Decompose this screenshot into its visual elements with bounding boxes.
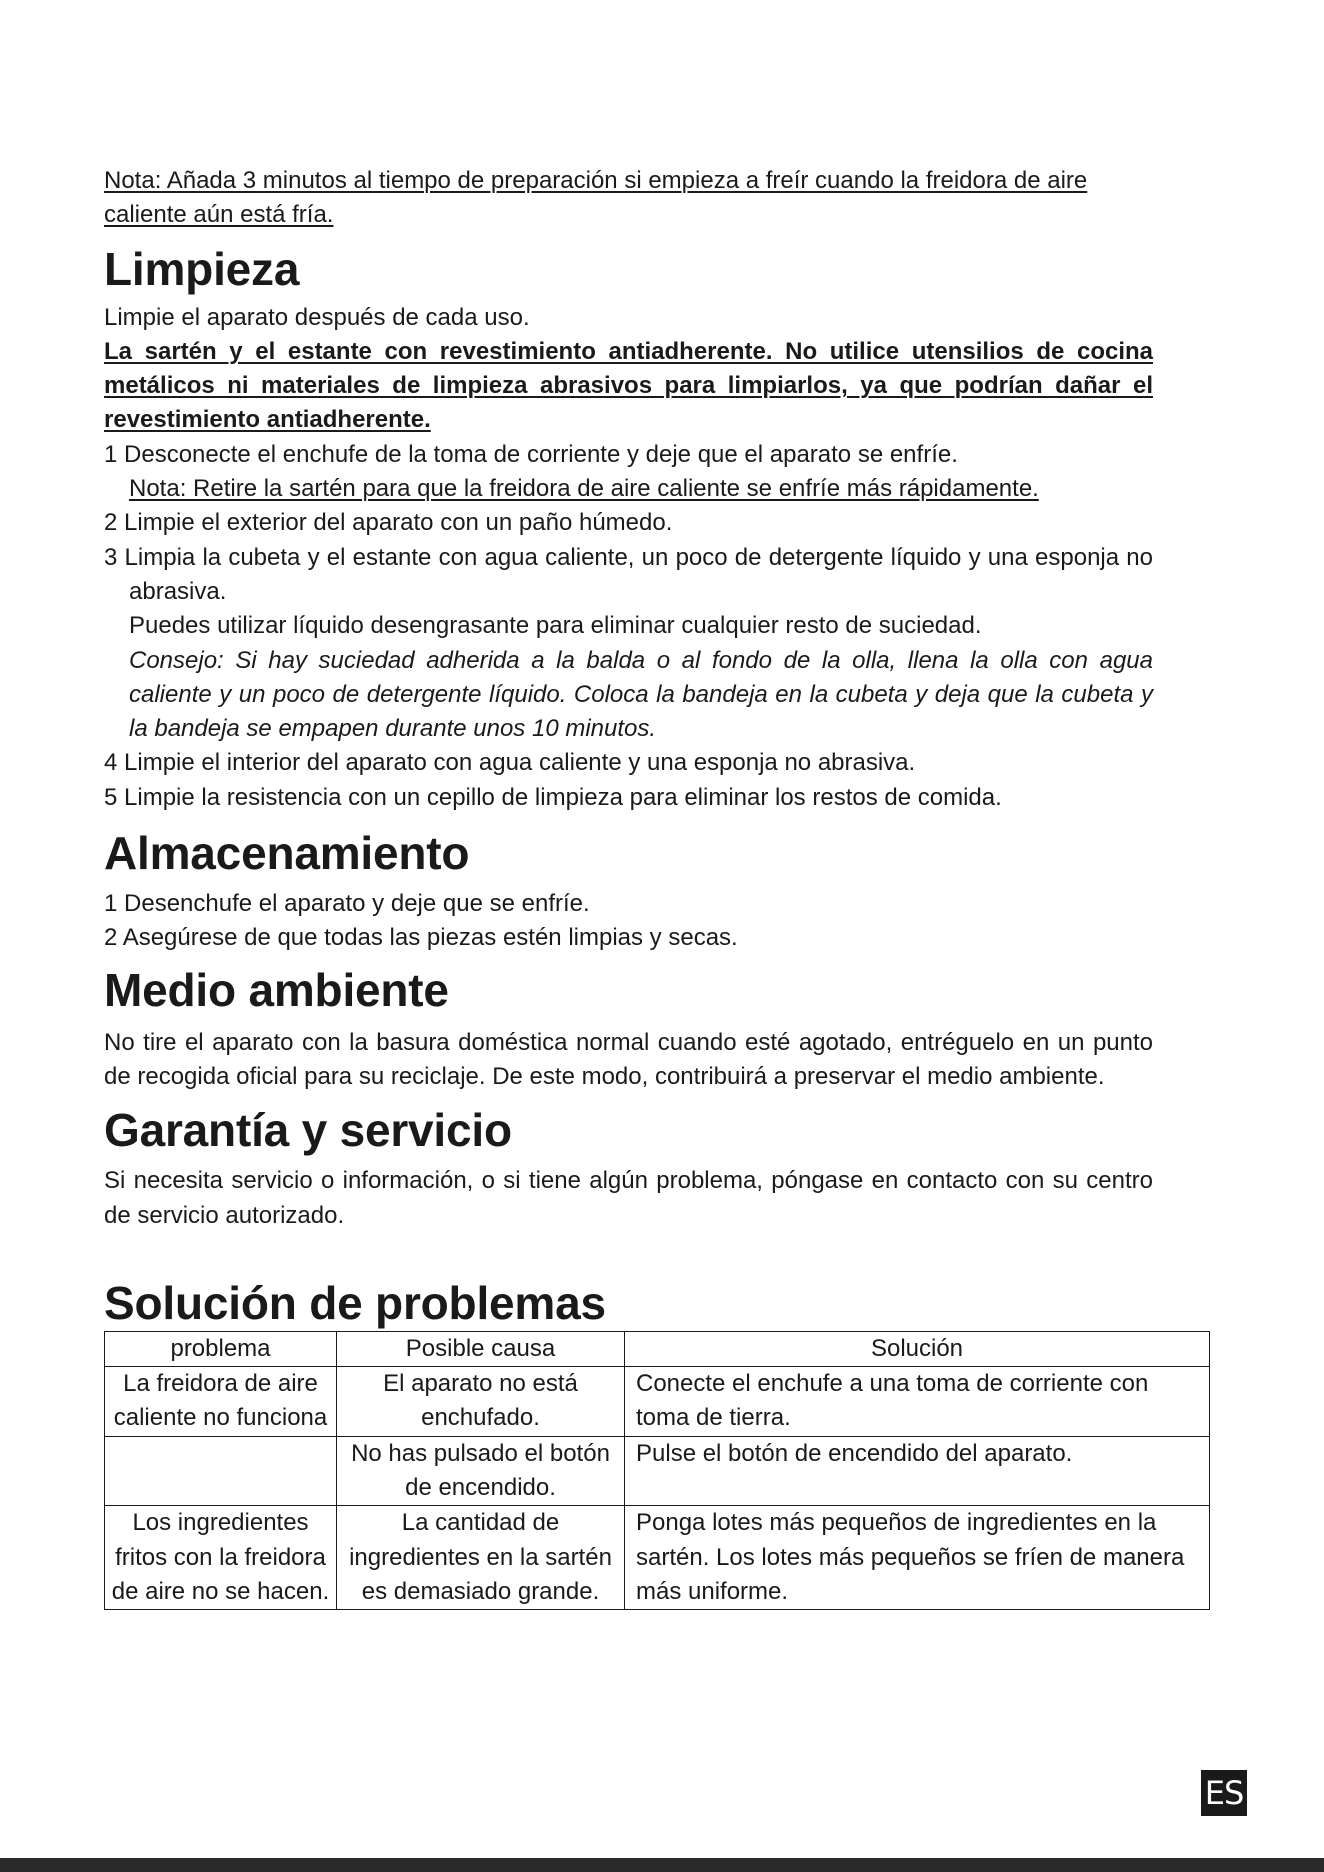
table-row <box>105 1367 1210 1437</box>
limpieza-warning: La sartén y el estante con revestimiento antiadherente. No utilice utensilios de cocina metálicos ni materiales de limpieza abrasivos para limpiarlos, ya que podrían dañar el revestimiento antiadherente. <box>104 337 1153 434</box>
almacenamiento-step-2: 2 Asegúrese de que todas las piezas estén limpias y secas. <box>104 924 738 952</box>
garantia-text: Si necesita servicio o información, o si tiene algún problema, póngase en contacto con su centro de servicio autorizado. <box>104 1167 1153 1229</box>
limpieza-step-3: 3 Limpia la cubeta y el estante con agua caliente, un poco de detergente líquido y una esponja no abrasiva. <box>104 543 1153 605</box>
table-header-row <box>105 1331 1210 1366</box>
cell-solucion: Pulse el botón de encendido del aparato. <box>625 1436 1210 1506</box>
cell-problema: Los ingredientes fritos con la freidora de aire no se hacen. <box>105 1506 337 1610</box>
heading-medio-ambiente: Medio ambiente <box>104 963 449 1016</box>
header-solucion: Solución <box>625 1331 1210 1366</box>
cell-causa: No has pulsado el botón de encendido. <box>337 1436 625 1506</box>
table-row <box>105 1506 1210 1610</box>
cell-solucion: Ponga lotes más pequeños de ingredientes en la sartén. Los lotes más pequeños se fríen de manera más uniforme. <box>625 1506 1210 1610</box>
heading-garantia: Garantía y servicio <box>104 1104 512 1157</box>
language-badge: ES <box>1201 1770 1247 1816</box>
header-posible-causa: Posible causa <box>337 1331 625 1366</box>
troubleshooting-table <box>104 1331 1210 1610</box>
cell-causa: El aparato no está enchufado. <box>337 1367 625 1437</box>
cell-problema <box>105 1436 337 1506</box>
limpieza-step-4: 4 Limpie el interior del aparato con agua caliente y una esponja no abrasiva. <box>104 749 916 777</box>
cell-problema: La freidora de aire caliente no funciona <box>105 1367 337 1437</box>
header-problema: problema <box>105 1331 337 1366</box>
limpieza-intro: Limpie el aparato después de cada uso. <box>104 303 530 331</box>
limpieza-step-2: 2 Limpie el exterior del aparato con un paño húmedo. <box>104 509 673 537</box>
limpieza-step-3-tip: Consejo: Si hay suciedad adherida a la balda o al fondo de la olla, llena la olla con agua caliente y un poco de detergente líquido. Coloca la bandeja en la cubeta y deja que la cubeta y la bandeja se empapen durante unos 10 minutos. <box>129 646 1153 743</box>
note-preheat: Nota: Añada 3 minutos al tiempo de preparación si empieza a freír cuando la freidora de aire caliente aún está fría. <box>104 167 1088 229</box>
heading-almacenamiento: Almacenamiento <box>104 827 470 880</box>
cell-causa: La cantidad de ingredientes en la sartén es demasiado grande. <box>337 1506 625 1610</box>
heading-solucion: Solución de problemas <box>104 1276 606 1329</box>
document-page <box>104 164 1185 1610</box>
limpieza-step-1-note: Nota: Retire la sartén para que la freidora de aire caliente se enfríe más rápidamente. <box>129 475 1039 503</box>
cell-solucion: Conecte el enchufe a una toma de corriente con toma de tierra. <box>625 1367 1210 1437</box>
limpieza-step-5: 5 Limpie la resistencia con un cepillo de limpieza para eliminar los restos de comida. <box>104 783 1002 811</box>
medio-ambiente-text: No tire el aparato con la basura doméstica normal cuando esté agotado, entréguelo en un punto de recogida oficial para su reciclaje. De este modo, contribuirá a preservar el medio ambiente. <box>104 1028 1153 1090</box>
table-row <box>105 1436 1210 1506</box>
limpieza-step-3-extra: Puedes utilizar líquido desengrasante para eliminar cualquier resto de suciedad. <box>129 612 982 640</box>
bottom-rule <box>0 1858 1324 1872</box>
limpieza-step-1: 1 Desconecte el enchufe de la toma de corriente y deje que el aparato se enfríe. <box>104 440 958 468</box>
heading-limpieza: Limpieza <box>104 242 300 295</box>
almacenamiento-step-1: 1 Desenchufe el aparato y deje que se enfríe. <box>104 890 590 918</box>
